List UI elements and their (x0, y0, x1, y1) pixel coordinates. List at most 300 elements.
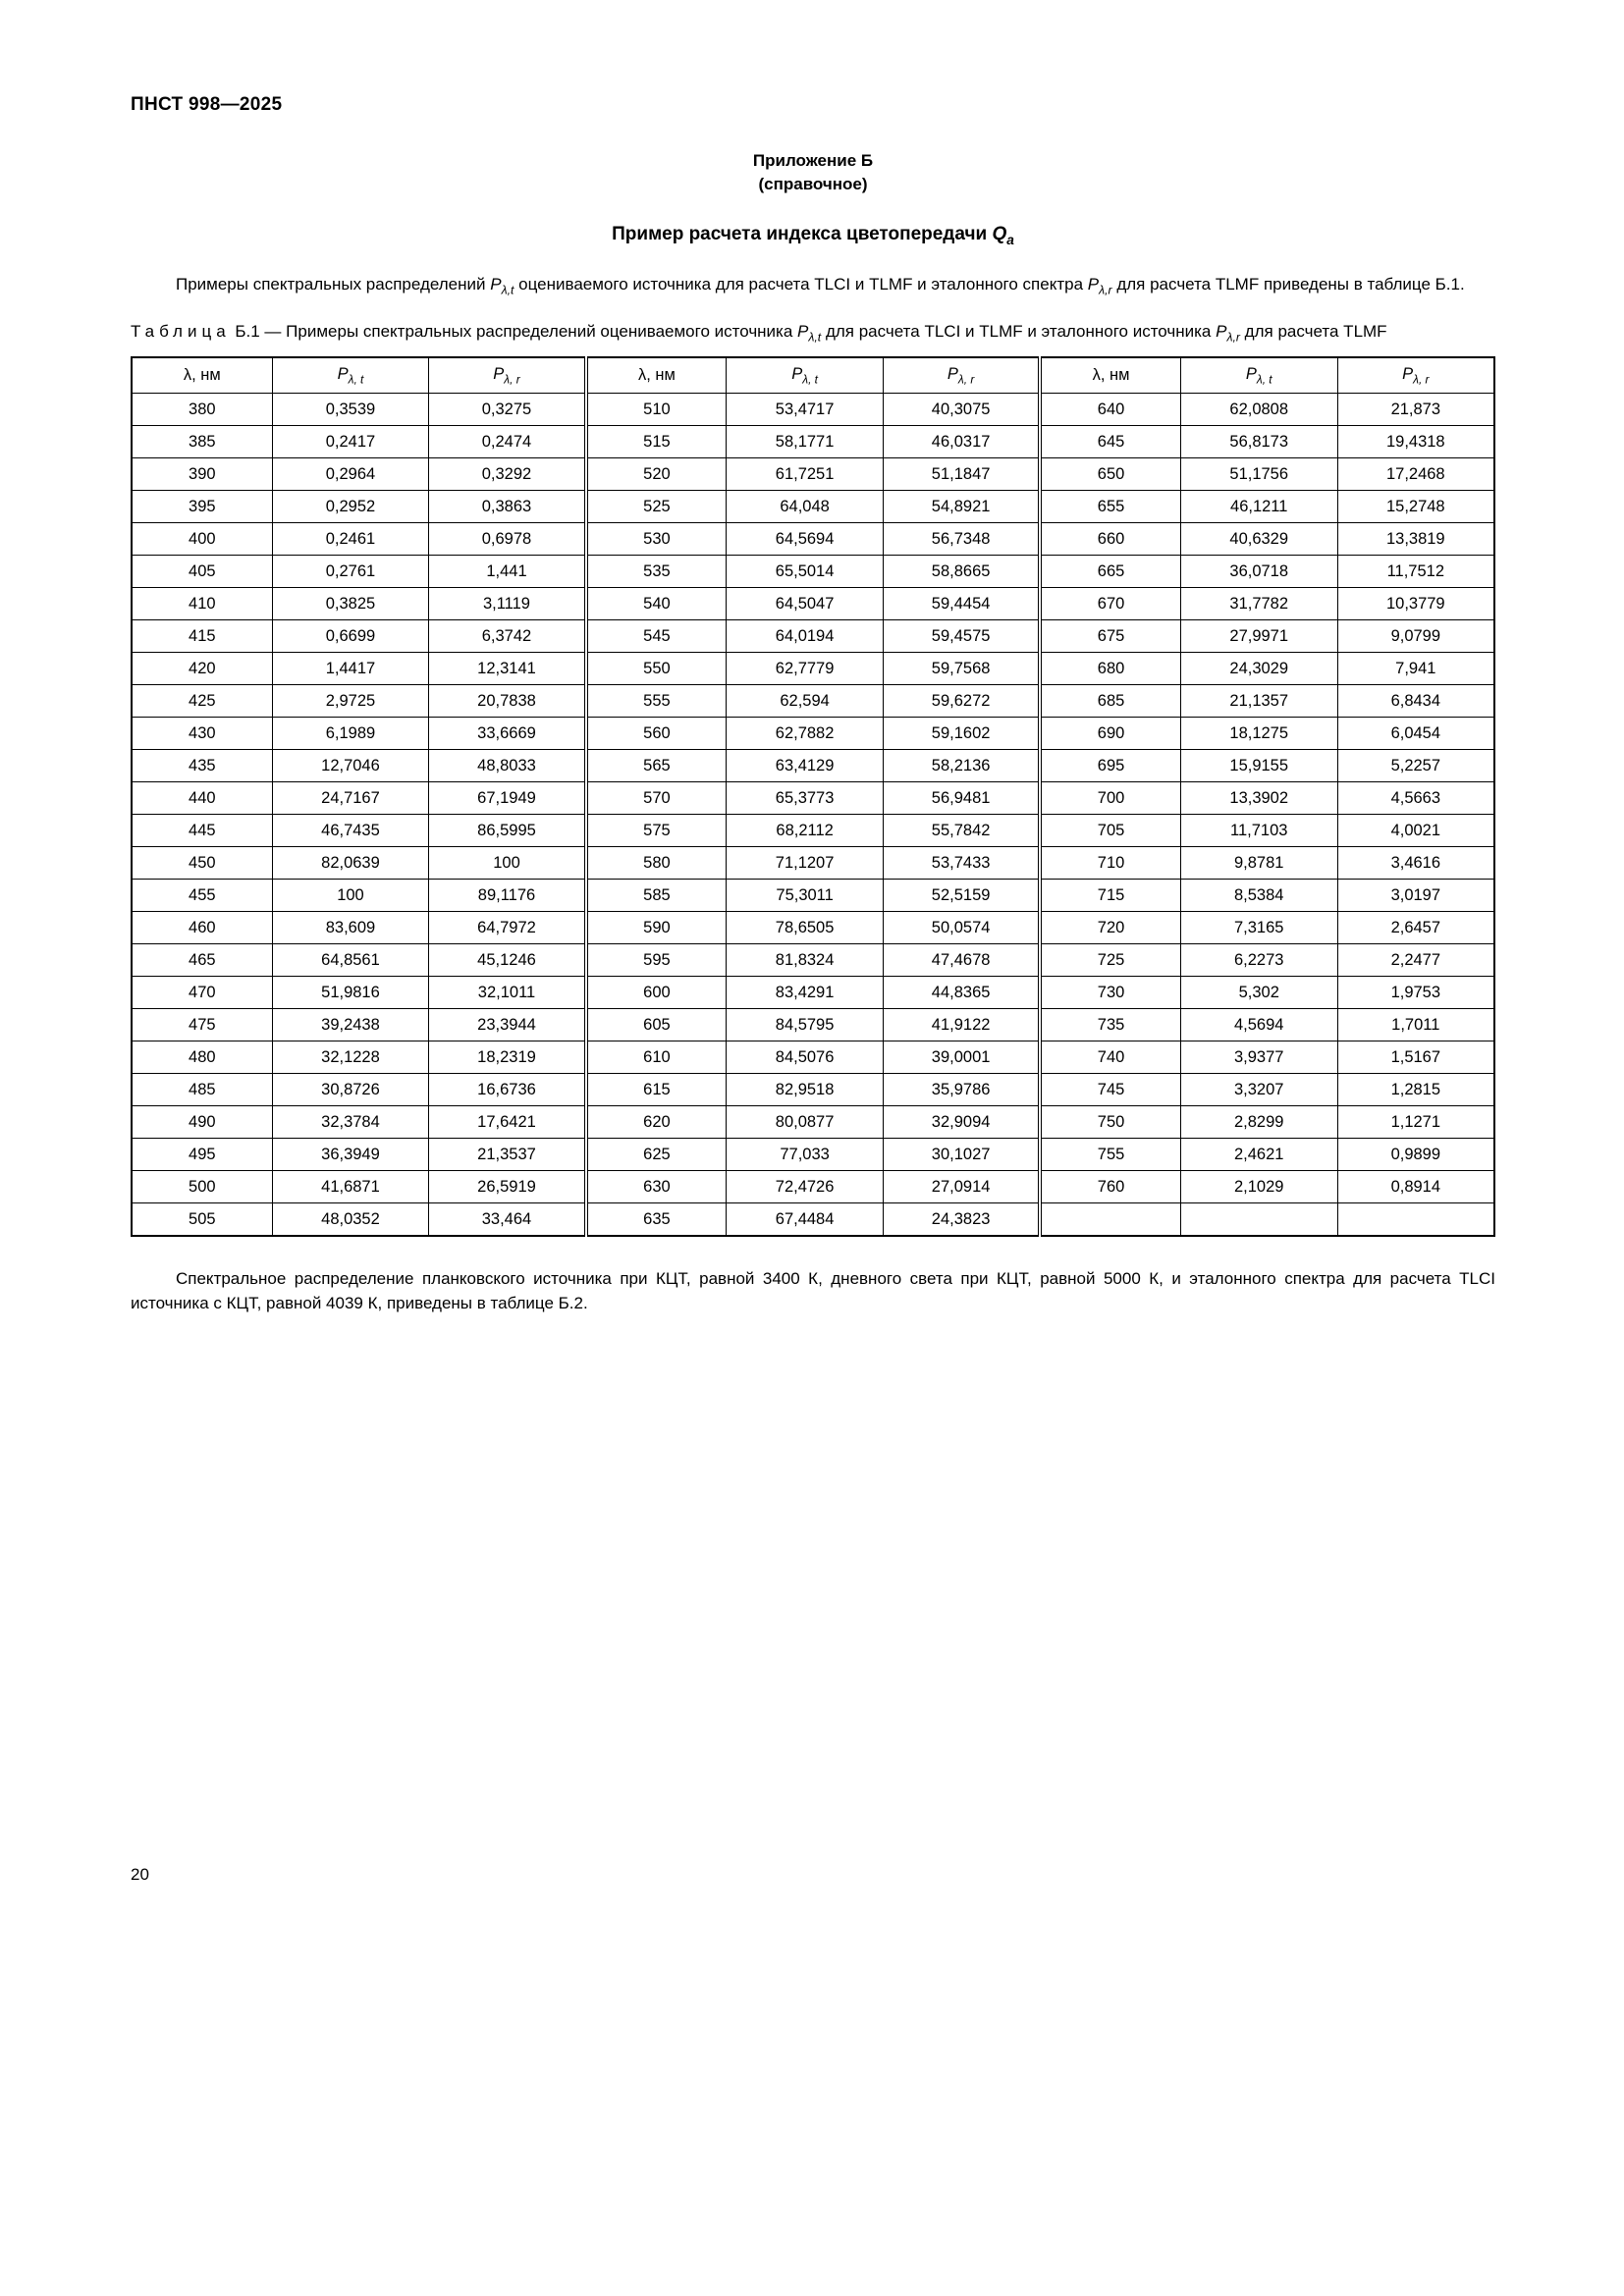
cell-value: 1,9753 (1337, 977, 1494, 1009)
cell-value: 51,1847 (883, 458, 1040, 491)
cell-lambda: 650 (1040, 458, 1180, 491)
cell-value: 9,0799 (1337, 620, 1494, 653)
cell-value: 21,3537 (429, 1139, 586, 1171)
cell-value: 78,6505 (727, 912, 884, 944)
appendix-heading (131, 149, 1495, 196)
symbol-sub: λ,t (501, 283, 514, 297)
table-row (132, 1139, 1494, 1171)
cell-lambda: 435 (132, 750, 272, 782)
cell-value: 100 (272, 880, 429, 912)
cell-value: 67,4484 (727, 1203, 884, 1236)
cell-lambda: 520 (586, 458, 727, 491)
cell-value: 32,1228 (272, 1041, 429, 1074)
cell-value: 48,8033 (429, 750, 586, 782)
col-header-p: $P_{\lambda, t}$ (1180, 357, 1337, 394)
cell-value: 40,3075 (883, 394, 1040, 426)
cell-value: 71,1207 (727, 847, 884, 880)
cell-lambda: 380 (132, 394, 272, 426)
cell-value: 18,2319 (429, 1041, 586, 1074)
cell-value: 62,0808 (1180, 394, 1337, 426)
cell-value: 18,1275 (1180, 718, 1337, 750)
table-row (132, 653, 1494, 685)
cell-lambda: 735 (1040, 1009, 1180, 1041)
table-row (132, 491, 1494, 523)
text-run: оцениваемого источника для расчета TLCI и TLMF и эталонного спектра (514, 275, 1088, 294)
cell-value: 59,1602 (883, 718, 1040, 750)
cell-lambda: 645 (1040, 426, 1180, 458)
cell-value: 83,609 (272, 912, 429, 944)
cell-value: 6,3742 (429, 620, 586, 653)
cell-value: 82,0639 (272, 847, 429, 880)
table-row (132, 880, 1494, 912)
cell-value: 61,7251 (727, 458, 884, 491)
cell-value: 21,873 (1337, 394, 1494, 426)
cell-value: 24,3029 (1180, 653, 1337, 685)
table-row (132, 1106, 1494, 1139)
cell-value: 24,3823 (883, 1203, 1040, 1236)
cell-lambda: 665 (1040, 556, 1180, 588)
cell-value: 2,1029 (1180, 1171, 1337, 1203)
cell-lambda: 465 (132, 944, 272, 977)
table-row (132, 1009, 1494, 1041)
cell-value: 1,4417 (272, 653, 429, 685)
table-row (132, 1171, 1494, 1203)
cell-value: 84,5076 (727, 1041, 884, 1074)
cell-lambda: 615 (586, 1074, 727, 1106)
cell-lambda: 730 (1040, 977, 1180, 1009)
cell-value: 12,3141 (429, 653, 586, 685)
symbol-p: P (490, 275, 502, 294)
section-title-text: Пример расчета индекса цветопередачи (612, 223, 993, 244)
cell-value: 0,2461 (272, 523, 429, 556)
cell-value: 3,0197 (1337, 880, 1494, 912)
appendix-label: Приложение Б (752, 151, 874, 170)
cell-value: 32,3784 (272, 1106, 429, 1139)
cell-value: 7,941 (1337, 653, 1494, 685)
cell-value: 20,7838 (429, 685, 586, 718)
cell-value: 58,2136 (883, 750, 1040, 782)
table-row (132, 750, 1494, 782)
symbol-p: P (1087, 275, 1100, 294)
cell-value: 0,3292 (429, 458, 586, 491)
cell-value: 53,7433 (883, 847, 1040, 880)
cell-lambda (1040, 1203, 1180, 1236)
table-header-row (132, 357, 1494, 394)
cell-lambda: 395 (132, 491, 272, 523)
cell-value: 33,6669 (429, 718, 586, 750)
cell-value: 63,4129 (727, 750, 884, 782)
cell-value: 47,4678 (883, 944, 1040, 977)
cell-value: 46,7435 (272, 815, 429, 847)
cell-value: 64,048 (727, 491, 884, 523)
cell-value: 3,9377 (1180, 1041, 1337, 1074)
cell-lambda: 555 (586, 685, 727, 718)
cell-value: 56,9481 (883, 782, 1040, 815)
cell-value: 89,1176 (429, 880, 586, 912)
intro-paragraph (131, 272, 1495, 299)
cell-value: 35,9786 (883, 1074, 1040, 1106)
section-title (131, 224, 1495, 247)
page-number: 20 (131, 1865, 149, 1884)
cell-value: 2,2477 (1337, 944, 1494, 977)
cell-lambda: 560 (586, 718, 727, 750)
text-run: Примеры спектральных распределений оцениваемого источника (286, 322, 798, 342)
cell-lambda: 705 (1040, 815, 1180, 847)
doc-code: ПНСТ 998—2025 (131, 94, 283, 115)
cell-value: 64,5694 (727, 523, 884, 556)
cell-value: 51,1756 (1180, 458, 1337, 491)
cell-lambda: 640 (1040, 394, 1180, 426)
table-row (132, 394, 1494, 426)
cell-value: 64,8561 (272, 944, 429, 977)
cell-lambda: 630 (586, 1171, 727, 1203)
cell-value: 10,3779 (1337, 588, 1494, 620)
col-header-lambda: λ, нм (586, 357, 727, 394)
cell-value: 41,6871 (272, 1171, 429, 1203)
table-body (132, 394, 1494, 1236)
cell-value: 52,5159 (883, 880, 1040, 912)
cell-value: 6,1989 (272, 718, 429, 750)
cell-lambda: 720 (1040, 912, 1180, 944)
cell-value: 2,8299 (1180, 1106, 1337, 1139)
cell-lambda: 495 (132, 1139, 272, 1171)
cell-lambda: 540 (586, 588, 727, 620)
cell-lambda: 685 (1040, 685, 1180, 718)
appendix-type: (справочное) (758, 174, 868, 193)
cell-value: 62,7779 (727, 653, 884, 685)
table-row (132, 847, 1494, 880)
cell-value: 9,8781 (1180, 847, 1337, 880)
cell-value: 36,3949 (272, 1139, 429, 1171)
closing-paragraph (131, 1266, 1495, 1316)
cell-lambda: 545 (586, 620, 727, 653)
cell-value: 84,5795 (727, 1009, 884, 1041)
cell-value: 1,2815 (1337, 1074, 1494, 1106)
cell-lambda: 750 (1040, 1106, 1180, 1139)
cell-value: 36,0718 (1180, 556, 1337, 588)
table-row (132, 458, 1494, 491)
cell-value: 58,1771 (727, 426, 884, 458)
table-row (132, 523, 1494, 556)
cell-value: 4,5694 (1180, 1009, 1337, 1041)
cell-lambda: 470 (132, 977, 272, 1009)
table-row (132, 426, 1494, 458)
cell-value: 0,3825 (272, 588, 429, 620)
cell-lambda: 670 (1040, 588, 1180, 620)
cell-lambda: 620 (586, 1106, 727, 1139)
cell-value: 46,1211 (1180, 491, 1337, 523)
cell-lambda: 565 (586, 750, 727, 782)
cell-value: 41,9122 (883, 1009, 1040, 1041)
cell-lambda: 475 (132, 1009, 272, 1041)
table-row (132, 1203, 1494, 1236)
caption-number: Б.1 — (230, 322, 287, 342)
cell-lambda: 610 (586, 1041, 727, 1074)
cell-value: 6,8434 (1337, 685, 1494, 718)
symbol-sub: λ,r (1226, 330, 1240, 345)
table-row (132, 588, 1494, 620)
table-head (132, 357, 1494, 394)
cell-lambda: 485 (132, 1074, 272, 1106)
cell-value: 2,4621 (1180, 1139, 1337, 1171)
cell-value: 64,5047 (727, 588, 884, 620)
table-caption (131, 319, 1495, 347)
cell-value: 24,7167 (272, 782, 429, 815)
cell-lambda: 550 (586, 653, 727, 685)
cell-lambda: 405 (132, 556, 272, 588)
symbol-sub: λ,t (808, 330, 822, 345)
cell-lambda: 760 (1040, 1171, 1180, 1203)
cell-value: 13,3819 (1337, 523, 1494, 556)
cell-value: 1,5167 (1337, 1041, 1494, 1074)
cell-lambda: 590 (586, 912, 727, 944)
cell-value: 86,5995 (429, 815, 586, 847)
cell-lambda: 690 (1040, 718, 1180, 750)
cell-value: 65,3773 (727, 782, 884, 815)
cell-lambda: 655 (1040, 491, 1180, 523)
cell-value: 7,3165 (1180, 912, 1337, 944)
cell-value: 0,8914 (1337, 1171, 1494, 1203)
cell-value: 0,2952 (272, 491, 429, 523)
cell-value: 0,2417 (272, 426, 429, 458)
cell-value: 44,8365 (883, 977, 1040, 1009)
cell-lambda: 510 (586, 394, 727, 426)
cell-lambda: 745 (1040, 1074, 1180, 1106)
cell-lambda: 585 (586, 880, 727, 912)
cell-value: 81,8324 (727, 944, 884, 977)
cell-value: 19,4318 (1337, 426, 1494, 458)
cell-value: 33,464 (429, 1203, 586, 1236)
cell-lambda: 535 (586, 556, 727, 588)
cell-value: 4,5663 (1337, 782, 1494, 815)
cell-value: 51,9816 (272, 977, 429, 1009)
table-row (132, 782, 1494, 815)
cell-value: 58,8665 (883, 556, 1040, 588)
col-header-p: $P_{\lambda, r}$ (883, 357, 1040, 394)
cell-value: 30,1027 (883, 1139, 1040, 1171)
cell-lambda: 490 (132, 1106, 272, 1139)
cell-lambda: 390 (132, 458, 272, 491)
cell-value: 64,0194 (727, 620, 884, 653)
cell-lambda: 445 (132, 815, 272, 847)
cell-lambda: 440 (132, 782, 272, 815)
cell-lambda: 755 (1040, 1139, 1180, 1171)
cell-value: 67,1949 (429, 782, 586, 815)
cell-value: 59,4575 (883, 620, 1040, 653)
cell-value: 26,5919 (429, 1171, 586, 1203)
col-header-p: $P_{\lambda, r}$ (1337, 357, 1494, 394)
table-row (132, 620, 1494, 653)
cell-value: 0,3863 (429, 491, 586, 523)
cell-value: 27,0914 (883, 1171, 1040, 1203)
cell-lambda: 515 (586, 426, 727, 458)
cell-value: 15,9155 (1180, 750, 1337, 782)
cell-value: 13,3902 (1180, 782, 1337, 815)
cell-lambda: 595 (586, 944, 727, 977)
cell-value: 1,441 (429, 556, 586, 588)
cell-lambda: 635 (586, 1203, 727, 1236)
cell-lambda: 695 (1040, 750, 1180, 782)
cell-value: 83,4291 (727, 977, 884, 1009)
table-row (132, 912, 1494, 944)
cell-value: 5,302 (1180, 977, 1337, 1009)
cell-value: 100 (429, 847, 586, 880)
table-row (132, 556, 1494, 588)
cell-lambda: 505 (132, 1203, 272, 1236)
cell-lambda: 420 (132, 653, 272, 685)
cell-lambda: 725 (1040, 944, 1180, 977)
cell-lambda: 625 (586, 1139, 727, 1171)
cell-lambda: 415 (132, 620, 272, 653)
cell-value: 40,6329 (1180, 523, 1337, 556)
table-row (132, 685, 1494, 718)
cell-lambda: 675 (1040, 620, 1180, 653)
cell-value: 3,3207 (1180, 1074, 1337, 1106)
cell-value: 80,0877 (727, 1106, 884, 1139)
cell-value: 12,7046 (272, 750, 429, 782)
text-run: для расчета TLMF приведены в таблице Б.1. (1111, 275, 1465, 294)
cell-value (1180, 1203, 1337, 1236)
cell-lambda: 530 (586, 523, 727, 556)
cell-lambda: 605 (586, 1009, 727, 1041)
cell-value: 2,6457 (1337, 912, 1494, 944)
cell-value: 15,2748 (1337, 491, 1494, 523)
cell-value: 0,6978 (429, 523, 586, 556)
cell-lambda: 460 (132, 912, 272, 944)
text-run: Примеры спектральных распределений (176, 275, 491, 294)
text-run: Спектральное распределение планковского источника при КЦТ, равной 3400 К, дневного света при КЦТ, равной 5000 К, и эталонного спектра для расчета TLCI источника с КЦТ, равной 4039 К, приведены в таблице Б.2. (131, 1268, 1495, 1313)
cell-value: 45,1246 (429, 944, 586, 977)
cell-value: 0,6699 (272, 620, 429, 653)
spectral-table (131, 356, 1495, 1237)
table-row (132, 977, 1494, 1009)
cell-value: 31,7782 (1180, 588, 1337, 620)
cell-value: 17,2468 (1337, 458, 1494, 491)
cell-value: 48,0352 (272, 1203, 429, 1236)
cell-value: 11,7512 (1337, 556, 1494, 588)
caption-label: Таблица (131, 322, 231, 342)
table-row (132, 1074, 1494, 1106)
cell-lambda: 700 (1040, 782, 1180, 815)
cell-lambda: 575 (586, 815, 727, 847)
title-symbol: $Q_a$ (992, 223, 1014, 247)
col-header-p: $P_{\lambda, r}$ (429, 357, 586, 394)
symbol-p: P (1216, 322, 1227, 342)
cell-lambda: 740 (1040, 1041, 1180, 1074)
cell-lambda: 660 (1040, 523, 1180, 556)
cell-value: 59,4454 (883, 588, 1040, 620)
cell-value: 62,594 (727, 685, 884, 718)
cell-value: 1,7011 (1337, 1009, 1494, 1041)
cell-value: 17,6421 (429, 1106, 586, 1139)
cell-value: 0,3275 (429, 394, 586, 426)
cell-value: 39,0001 (883, 1041, 1040, 1074)
cell-value: 27,9971 (1180, 620, 1337, 653)
cell-lambda: 425 (132, 685, 272, 718)
cell-lambda: 500 (132, 1171, 272, 1203)
cell-value: 3,1119 (429, 588, 586, 620)
col-header-lambda: λ, нм (132, 357, 272, 394)
cell-lambda: 400 (132, 523, 272, 556)
cell-value: 77,033 (727, 1139, 884, 1171)
symbol-sub: λ,r (1099, 283, 1112, 297)
col-header-p: $P_{\lambda, t}$ (727, 357, 884, 394)
cell-value: 53,4717 (727, 394, 884, 426)
cell-lambda: 480 (132, 1041, 272, 1074)
cell-value: 11,7103 (1180, 815, 1337, 847)
col-header-p: $P_{\lambda, t}$ (272, 357, 429, 394)
cell-value: 6,0454 (1337, 718, 1494, 750)
cell-value: 0,2964 (272, 458, 429, 491)
cell-value: 32,1011 (429, 977, 586, 1009)
cell-value: 54,8921 (883, 491, 1040, 523)
cell-value: 5,2257 (1337, 750, 1494, 782)
cell-lambda: 525 (586, 491, 727, 523)
cell-lambda: 430 (132, 718, 272, 750)
cell-value: 32,9094 (883, 1106, 1040, 1139)
cell-lambda: 580 (586, 847, 727, 880)
cell-value: 0,2761 (272, 556, 429, 588)
cell-value: 50,0574 (883, 912, 1040, 944)
cell-lambda: 385 (132, 426, 272, 458)
cell-value: 3,4616 (1337, 847, 1494, 880)
cell-value: 56,8173 (1180, 426, 1337, 458)
cell-value: 2,9725 (272, 685, 429, 718)
text-run: для расчета TLCI и TLMF и эталонного источника (821, 322, 1217, 342)
table-row (132, 1041, 1494, 1074)
cell-value (1337, 1203, 1494, 1236)
cell-value: 0,3539 (272, 394, 429, 426)
cell-value: 4,0021 (1337, 815, 1494, 847)
cell-value: 56,7348 (883, 523, 1040, 556)
cell-value: 46,0317 (883, 426, 1040, 458)
cell-value: 21,1357 (1180, 685, 1337, 718)
cell-value: 23,3944 (429, 1009, 586, 1041)
text-run: для расчета TLMF (1239, 322, 1387, 342)
cell-value: 8,5384 (1180, 880, 1337, 912)
cell-value: 72,4726 (727, 1171, 884, 1203)
cell-value: 65,5014 (727, 556, 884, 588)
cell-value: 64,7972 (429, 912, 586, 944)
cell-value: 6,2273 (1180, 944, 1337, 977)
cell-value: 30,8726 (272, 1074, 429, 1106)
cell-lambda: 710 (1040, 847, 1180, 880)
cell-value: 59,6272 (883, 685, 1040, 718)
cell-value: 0,9899 (1337, 1139, 1494, 1171)
cell-value: 16,6736 (429, 1074, 586, 1106)
cell-lambda: 410 (132, 588, 272, 620)
table-row (132, 944, 1494, 977)
cell-value: 82,9518 (727, 1074, 884, 1106)
cell-value: 59,7568 (883, 653, 1040, 685)
cell-value: 55,7842 (883, 815, 1040, 847)
cell-lambda: 715 (1040, 880, 1180, 912)
cell-lambda: 450 (132, 847, 272, 880)
symbol-p: P (797, 322, 809, 342)
table-row (132, 718, 1494, 750)
cell-lambda: 600 (586, 977, 727, 1009)
cell-lambda: 455 (132, 880, 272, 912)
cell-value: 75,3011 (727, 880, 884, 912)
cell-value: 68,2112 (727, 815, 884, 847)
cell-value: 39,2438 (272, 1009, 429, 1041)
cell-value: 1,1271 (1337, 1106, 1494, 1139)
cell-lambda: 570 (586, 782, 727, 815)
cell-value: 62,7882 (727, 718, 884, 750)
col-header-lambda: λ, нм (1040, 357, 1180, 394)
cell-value: 0,2474 (429, 426, 586, 458)
table-row (132, 815, 1494, 847)
